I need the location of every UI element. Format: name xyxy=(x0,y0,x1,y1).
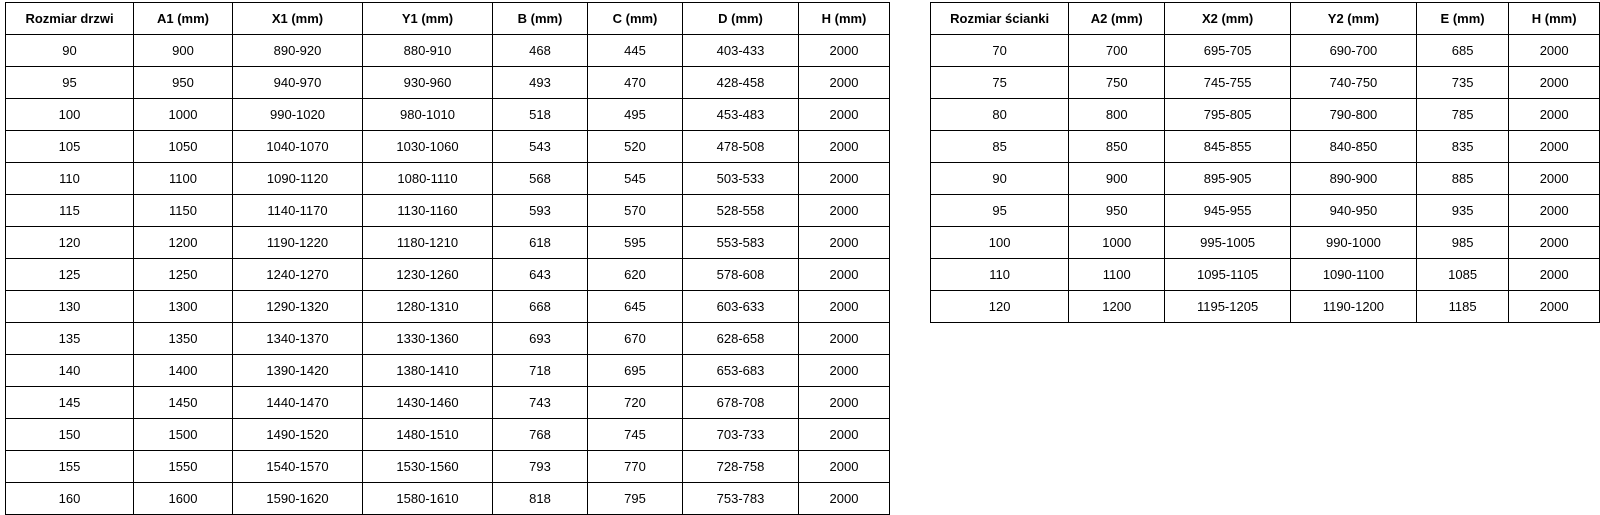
table-row xyxy=(6,163,890,195)
table-cell: 1330-1360 xyxy=(363,323,493,355)
table-cell: 940-950 xyxy=(1291,195,1417,227)
table-cell: 1550 xyxy=(134,451,233,483)
table-cell: 795 xyxy=(588,483,683,515)
table-cell: 653-683 xyxy=(683,355,799,387)
table-cell: 1195-1205 xyxy=(1165,291,1291,323)
table-cell: 1095-1105 xyxy=(1165,259,1291,291)
table-cell: 880-910 xyxy=(363,35,493,67)
table-cell: 1290-1320 xyxy=(233,291,363,323)
table-cell: 645 xyxy=(588,291,683,323)
table-cell: 2000 xyxy=(799,99,890,131)
table-cell: 990-1020 xyxy=(233,99,363,131)
table-cell: 160 xyxy=(6,483,134,515)
table-cell: 528-558 xyxy=(683,195,799,227)
table-cell: 1350 xyxy=(134,323,233,355)
table-cell: 750 xyxy=(1069,67,1165,99)
column-header: Rozmiar ścianki xyxy=(931,3,1069,35)
table-cell: 1540-1570 xyxy=(233,451,363,483)
table-cell: 2000 xyxy=(799,195,890,227)
walls-dimensions-table-container xyxy=(930,2,1600,323)
table-cell: 1180-1210 xyxy=(363,227,493,259)
table-cell: 740-750 xyxy=(1291,67,1417,99)
column-header: X2 (mm) xyxy=(1165,3,1291,35)
table-cell: 693 xyxy=(493,323,588,355)
table-cell: 1530-1560 xyxy=(363,451,493,483)
table-cell: 1240-1270 xyxy=(233,259,363,291)
table-cell: 1280-1310 xyxy=(363,291,493,323)
table-cell: 695 xyxy=(588,355,683,387)
table-row xyxy=(6,483,890,515)
table-cell: 890-920 xyxy=(233,35,363,67)
table-cell: 718 xyxy=(493,355,588,387)
table-cell: 935 xyxy=(1416,195,1508,227)
table-cell: 145 xyxy=(6,387,134,419)
table-cell: 835 xyxy=(1416,131,1508,163)
table-cell: 150 xyxy=(6,419,134,451)
table-cell: 1400 xyxy=(134,355,233,387)
table-cell: 995-1005 xyxy=(1165,227,1291,259)
table-cell: 578-608 xyxy=(683,259,799,291)
table-cell: 695-705 xyxy=(1165,35,1291,67)
table-row xyxy=(931,291,1600,323)
table-cell: 1000 xyxy=(1069,227,1165,259)
table-cell: 135 xyxy=(6,323,134,355)
table-cell: 685 xyxy=(1416,35,1508,67)
table-cell: 110 xyxy=(931,259,1069,291)
table-cell: 668 xyxy=(493,291,588,323)
table-cell: 1600 xyxy=(134,483,233,515)
table-cell: 428-458 xyxy=(683,67,799,99)
table-cell: 1500 xyxy=(134,419,233,451)
table-cell: 1200 xyxy=(1069,291,1165,323)
table-row xyxy=(6,291,890,323)
table-cell: 768 xyxy=(493,419,588,451)
table-cell: 2000 xyxy=(799,291,890,323)
table-row xyxy=(6,355,890,387)
table-cell: 950 xyxy=(1069,195,1165,227)
table-cell: 570 xyxy=(588,195,683,227)
table-cell: 703-733 xyxy=(683,419,799,451)
doors-table-header xyxy=(6,3,890,35)
table-cell: 1030-1060 xyxy=(363,131,493,163)
table-cell: 603-633 xyxy=(683,291,799,323)
table-row xyxy=(931,99,1600,131)
table-cell: 518 xyxy=(493,99,588,131)
table-cell: 125 xyxy=(6,259,134,291)
table-cell: 885 xyxy=(1416,163,1508,195)
table-row xyxy=(6,67,890,99)
table-cell: 503-533 xyxy=(683,163,799,195)
table-row xyxy=(931,131,1600,163)
table-cell: 745-755 xyxy=(1165,67,1291,99)
table-cell: 840-850 xyxy=(1291,131,1417,163)
table-cell: 618 xyxy=(493,227,588,259)
table-cell: 900 xyxy=(1069,163,1165,195)
table-cell: 2000 xyxy=(799,259,890,291)
column-header: H (mm) xyxy=(799,3,890,35)
table-cell: 2000 xyxy=(1509,35,1600,67)
table-row xyxy=(6,227,890,259)
table-cell: 643 xyxy=(493,259,588,291)
table-cell: 1450 xyxy=(134,387,233,419)
table-cell: 1000 xyxy=(134,99,233,131)
table-cell: 793 xyxy=(493,451,588,483)
table-row xyxy=(6,195,890,227)
table-cell: 403-433 xyxy=(683,35,799,67)
table-row xyxy=(931,195,1600,227)
table-cell: 520 xyxy=(588,131,683,163)
table-cell: 2000 xyxy=(799,131,890,163)
table-cell: 1100 xyxy=(1069,259,1165,291)
table-cell: 140 xyxy=(6,355,134,387)
column-header: B (mm) xyxy=(493,3,588,35)
table-cell: 553-583 xyxy=(683,227,799,259)
table-cell: 2000 xyxy=(799,67,890,99)
table-cell: 950 xyxy=(134,67,233,99)
table-row xyxy=(6,99,890,131)
table-cell: 785 xyxy=(1416,99,1508,131)
table-row xyxy=(6,131,890,163)
table-cell: 930-960 xyxy=(363,67,493,99)
table-cell: 1130-1160 xyxy=(363,195,493,227)
table-cell: 130 xyxy=(6,291,134,323)
doors-table-body xyxy=(6,35,890,515)
column-header: Y2 (mm) xyxy=(1291,3,1417,35)
table-cell: 980-1010 xyxy=(363,99,493,131)
table-cell: 1190-1220 xyxy=(233,227,363,259)
table-cell: 2000 xyxy=(1509,291,1600,323)
table-cell: 1580-1610 xyxy=(363,483,493,515)
table-cell: 1430-1460 xyxy=(363,387,493,419)
table-cell: 670 xyxy=(588,323,683,355)
table-cell: 2000 xyxy=(799,387,890,419)
table-cell: 818 xyxy=(493,483,588,515)
table-cell: 2000 xyxy=(799,355,890,387)
column-header: X1 (mm) xyxy=(233,3,363,35)
table-cell: 1090-1120 xyxy=(233,163,363,195)
table-cell: 155 xyxy=(6,451,134,483)
table-cell: 2000 xyxy=(799,163,890,195)
table-cell: 1190-1200 xyxy=(1291,291,1417,323)
doors-dimensions-table xyxy=(5,2,890,515)
table-cell: 543 xyxy=(493,131,588,163)
column-header: Rozmiar drzwi xyxy=(6,3,134,35)
table-cell: 753-783 xyxy=(683,483,799,515)
table-row xyxy=(6,35,890,67)
table-cell: 80 xyxy=(931,99,1069,131)
table-cell: 100 xyxy=(6,99,134,131)
table-row xyxy=(931,67,1600,99)
table-cell: 470 xyxy=(588,67,683,99)
table-cell: 70 xyxy=(931,35,1069,67)
table-cell: 2000 xyxy=(799,451,890,483)
table-cell: 1200 xyxy=(134,227,233,259)
table-cell: 595 xyxy=(588,227,683,259)
table-cell: 985 xyxy=(1416,227,1508,259)
table-cell: 845-855 xyxy=(1165,131,1291,163)
table-cell: 1250 xyxy=(134,259,233,291)
table-cell: 1040-1070 xyxy=(233,131,363,163)
walls-table-body xyxy=(931,35,1600,323)
table-cell: 495 xyxy=(588,99,683,131)
table-cell: 100 xyxy=(931,227,1069,259)
table-cell: 2000 xyxy=(1509,163,1600,195)
table-cell: 568 xyxy=(493,163,588,195)
column-header: Y1 (mm) xyxy=(363,3,493,35)
table-row xyxy=(931,163,1600,195)
table-cell: 620 xyxy=(588,259,683,291)
table-row xyxy=(931,227,1600,259)
table-cell: 2000 xyxy=(1509,131,1600,163)
table-cell: 120 xyxy=(6,227,134,259)
table-cell: 468 xyxy=(493,35,588,67)
column-header: A2 (mm) xyxy=(1069,3,1165,35)
table-cell: 1090-1100 xyxy=(1291,259,1417,291)
table-cell: 1440-1470 xyxy=(233,387,363,419)
table-cell: 120 xyxy=(931,291,1069,323)
table-cell: 2000 xyxy=(799,227,890,259)
table-cell: 1390-1420 xyxy=(233,355,363,387)
table-cell: 700 xyxy=(1069,35,1165,67)
table-cell: 105 xyxy=(6,131,134,163)
table-cell: 2000 xyxy=(1509,195,1600,227)
table-row xyxy=(931,35,1600,67)
table-cell: 95 xyxy=(931,195,1069,227)
table-cell: 2000 xyxy=(799,323,890,355)
walls-table-header xyxy=(931,3,1600,35)
table-row xyxy=(6,451,890,483)
table-cell: 2000 xyxy=(1509,227,1600,259)
table-cell: 1300 xyxy=(134,291,233,323)
table-cell: 545 xyxy=(588,163,683,195)
doors-dimensions-table-container xyxy=(5,2,890,515)
table-cell: 1085 xyxy=(1416,259,1508,291)
table-cell: 2000 xyxy=(1509,259,1600,291)
table-cell: 628-658 xyxy=(683,323,799,355)
table-cell: 1080-1110 xyxy=(363,163,493,195)
table-header-row xyxy=(931,3,1600,35)
table-cell: 75 xyxy=(931,67,1069,99)
table-cell: 90 xyxy=(6,35,134,67)
table-cell: 900 xyxy=(134,35,233,67)
table-cell: 1140-1170 xyxy=(233,195,363,227)
table-cell: 478-508 xyxy=(683,131,799,163)
table-cell: 790-800 xyxy=(1291,99,1417,131)
table-cell: 593 xyxy=(493,195,588,227)
table-cell: 2000 xyxy=(1509,99,1600,131)
table-cell: 720 xyxy=(588,387,683,419)
table-cell: 1590-1620 xyxy=(233,483,363,515)
table-cell: 1230-1260 xyxy=(363,259,493,291)
table-cell: 678-708 xyxy=(683,387,799,419)
column-header: C (mm) xyxy=(588,3,683,35)
table-cell: 890-900 xyxy=(1291,163,1417,195)
table-cell: 743 xyxy=(493,387,588,419)
table-cell: 690-700 xyxy=(1291,35,1417,67)
table-row xyxy=(6,323,890,355)
table-cell: 2000 xyxy=(799,419,890,451)
table-cell: 990-1000 xyxy=(1291,227,1417,259)
table-cell: 1100 xyxy=(134,163,233,195)
table-cell: 728-758 xyxy=(683,451,799,483)
table-cell: 745 xyxy=(588,419,683,451)
table-cell: 795-805 xyxy=(1165,99,1291,131)
table-cell: 1185 xyxy=(1416,291,1508,323)
table-cell: 850 xyxy=(1069,131,1165,163)
table-cell: 95 xyxy=(6,67,134,99)
table-cell: 895-905 xyxy=(1165,163,1291,195)
table-cell: 770 xyxy=(588,451,683,483)
table-cell: 90 xyxy=(931,163,1069,195)
table-row xyxy=(6,259,890,291)
table-cell: 2000 xyxy=(799,483,890,515)
column-header: D (mm) xyxy=(683,3,799,35)
table-cell: 1150 xyxy=(134,195,233,227)
table-cell: 735 xyxy=(1416,67,1508,99)
table-cell: 1490-1520 xyxy=(233,419,363,451)
column-header: E (mm) xyxy=(1416,3,1508,35)
table-row xyxy=(931,259,1600,291)
column-header: H (mm) xyxy=(1509,3,1600,35)
column-header: A1 (mm) xyxy=(134,3,233,35)
table-cell: 85 xyxy=(931,131,1069,163)
table-cell: 453-483 xyxy=(683,99,799,131)
table-cell: 1480-1510 xyxy=(363,419,493,451)
table-cell: 1380-1410 xyxy=(363,355,493,387)
table-cell: 2000 xyxy=(799,35,890,67)
table-cell: 940-970 xyxy=(233,67,363,99)
table-cell: 1340-1370 xyxy=(233,323,363,355)
table-cell: 2000 xyxy=(1509,67,1600,99)
walls-dimensions-table xyxy=(930,2,1600,323)
table-cell: 945-955 xyxy=(1165,195,1291,227)
table-cell: 445 xyxy=(588,35,683,67)
table-cell: 800 xyxy=(1069,99,1165,131)
table-row xyxy=(6,387,890,419)
table-cell: 110 xyxy=(6,163,134,195)
table-row xyxy=(6,419,890,451)
table-header-row xyxy=(6,3,890,35)
table-cell: 1050 xyxy=(134,131,233,163)
table-cell: 115 xyxy=(6,195,134,227)
table-cell: 493 xyxy=(493,67,588,99)
